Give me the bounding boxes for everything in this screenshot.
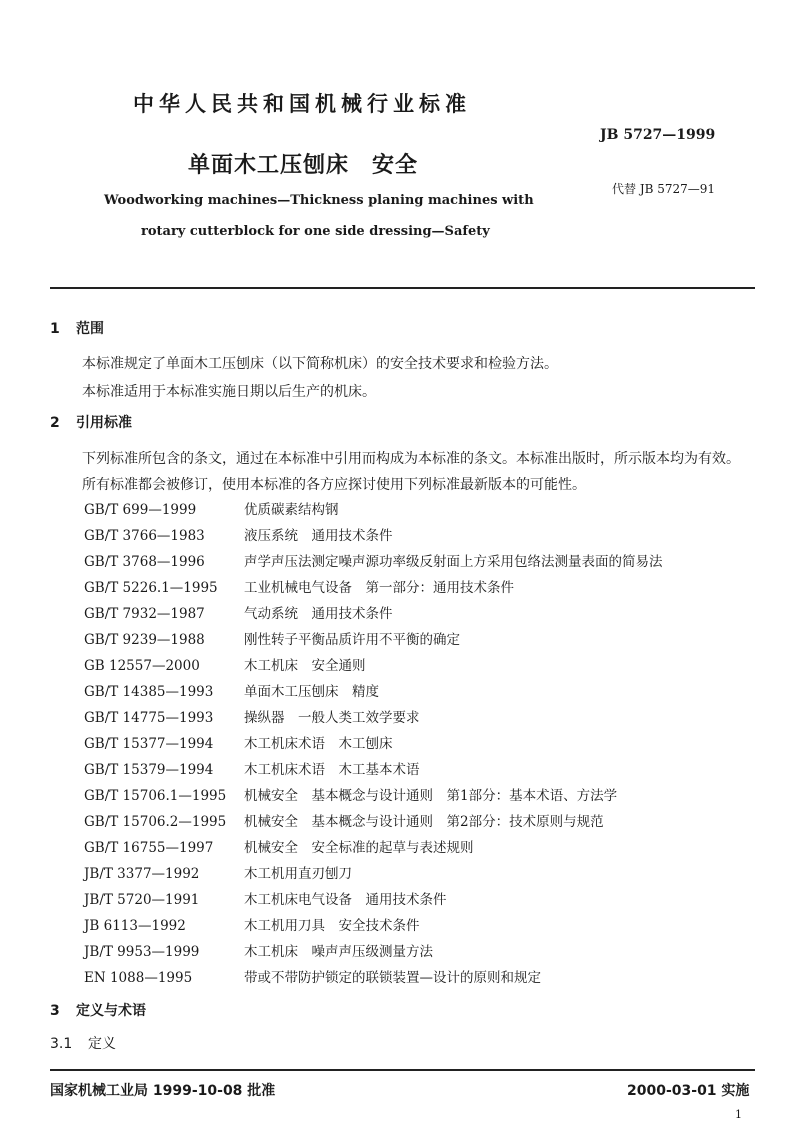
section-title: 定义与术语	[76, 1003, 146, 1019]
reference-item	[84, 653, 663, 679]
reference-item	[84, 861, 663, 887]
reference-code: GB/T 5226.1—1995	[84, 580, 218, 596]
reference-title: 机械安全 基本概念与设计通则 第2部分：技术原则与规范	[244, 814, 604, 830]
subsection-heading-definitions	[50, 1033, 116, 1053]
reference-item	[84, 523, 663, 549]
reference-title: 优质碳素结构钢	[244, 502, 339, 518]
section-title: 范围	[76, 321, 104, 337]
page-number: 1	[735, 1108, 742, 1121]
reference-title: 操纵器 一般人类工效学要求	[244, 710, 420, 726]
reference-item	[84, 757, 663, 783]
approval-info: 国家机械工业局 1999-10-08 批准	[50, 1083, 276, 1099]
reference-code: GB/T 699—1999	[84, 502, 197, 518]
reference-title: 机械安全 基本概念与设计通则 第1部分：基本术语、方法学	[244, 788, 618, 804]
reference-title: 木工机用直刃刨刀	[244, 866, 352, 882]
reference-code: JB 6113—1992	[84, 918, 186, 934]
reference-code: GB/T 15379—1994	[84, 762, 214, 778]
document-title-english-line-1: Woodworking machines—Thickness planing machines with	[104, 193, 534, 208]
reference-item	[84, 835, 663, 861]
reference-code: GB 12557—2000	[84, 658, 200, 674]
reference-item	[84, 627, 663, 653]
reference-code: GB/T 3766—1983	[84, 528, 205, 544]
reference-item	[84, 679, 663, 705]
reference-code: GB/T 14775—1993	[84, 710, 214, 726]
document-title-english-line-2: rotary cutterblock for one side dressing—Safety	[141, 224, 490, 239]
reference-item	[84, 809, 663, 835]
section-heading-scope	[50, 318, 104, 338]
section-heading-definitions	[50, 1000, 146, 1020]
reference-title: 单面木工压刨床 精度	[244, 684, 379, 700]
reference-item	[84, 705, 663, 731]
footer-divider	[50, 1069, 755, 1071]
reference-code: JB/T 9953—1999	[84, 944, 200, 960]
reference-item	[84, 887, 663, 913]
reference-title: 木工机床术语 木工基本术语	[244, 762, 420, 778]
reference-code: GB/T 15377—1994	[84, 736, 214, 752]
reference-item	[84, 913, 663, 939]
reference-code: GB/T 7932—1987	[84, 606, 205, 622]
reference-title: 液压系统 通用技术条件	[244, 528, 393, 544]
reference-title: 刚性转子平衡品质许用不平衡的确定	[244, 632, 460, 648]
paragraph: 本标准适用于本标准实施日期以后生产的机床。	[82, 384, 376, 400]
reference-code: JB/T 3377—1992	[84, 866, 200, 882]
document-title-chinese: 单面木工压刨床 安全	[188, 153, 419, 178]
reference-code: GB/T 15706.2—1995	[84, 814, 227, 830]
section-heading-normative-references	[50, 412, 132, 432]
reference-item	[84, 497, 663, 523]
reference-code: EN 1088—1995	[84, 970, 193, 986]
reference-code: GB/T 14385—1993	[84, 684, 214, 700]
reference-code: JB/T 5720—1991	[84, 892, 200, 908]
reference-title: 声学声压法测定噪声源功率级反射面上方采用包络法测量表面的简易法	[244, 554, 663, 570]
reference-title: 木工机床术语 木工刨床	[244, 736, 393, 752]
section-number: 2	[50, 415, 60, 431]
paragraph: 下列标准所包含的条文，通过在本标准中引用而构成为本标准的条文。本标准出版时，所示版本均为有效。所有标准都会被修订，使用本标准的各方应探讨使用下列标准最新版本的可能性。	[82, 451, 740, 493]
reference-code: GB/T 16755—1997	[84, 840, 214, 856]
reference-title: 木工机床 安全通则	[244, 658, 366, 674]
reference-title: 木工机床电气设备 通用技术条件	[244, 892, 447, 908]
standard-number: JB 5727—1999	[600, 127, 716, 143]
replaces-standard: 代替 JB 5727—91	[612, 182, 716, 196]
reference-code: GB/T 3768—1996	[84, 554, 205, 570]
reference-list	[84, 497, 663, 991]
implementation-date: 2000-03-01 实施	[627, 1083, 750, 1099]
issuing-organization: 中华人民共和国机械行业标准	[133, 92, 471, 116]
reference-title: 木工机床 噪声声压级测量方法	[244, 944, 433, 960]
reference-title: 木工机用刀具 安全技术条件	[244, 918, 420, 934]
reference-item	[84, 783, 663, 809]
reference-item	[84, 601, 663, 627]
section-number: 1	[50, 321, 60, 337]
reference-title: 工业机械电气设备 第一部分：通用技术条件	[244, 580, 514, 596]
paragraph: 本标准规定了单面木工压刨床（以下简称机床）的安全技术要求和检验方法。	[82, 356, 558, 372]
reference-item	[84, 575, 663, 601]
reference-item	[84, 549, 663, 575]
reference-title: 机械安全 安全标准的起草与表述规则	[244, 840, 474, 856]
reference-title: 气动系统 通用技术条件	[244, 606, 393, 622]
section-title: 定义	[88, 1036, 116, 1052]
section-number: 3	[50, 1003, 60, 1019]
reference-item	[84, 731, 663, 757]
header-divider	[50, 287, 755, 289]
reference-item	[84, 965, 663, 991]
reference-title: 带或不带防护锁定的联锁装置—设计的原则和规定	[244, 970, 541, 986]
section-number: 3.1	[50, 1036, 73, 1052]
reference-code: GB/T 9239—1988	[84, 632, 205, 648]
reference-item	[84, 939, 663, 965]
reference-code: GB/T 15706.1—1995	[84, 788, 227, 804]
section-title: 引用标准	[76, 415, 132, 431]
